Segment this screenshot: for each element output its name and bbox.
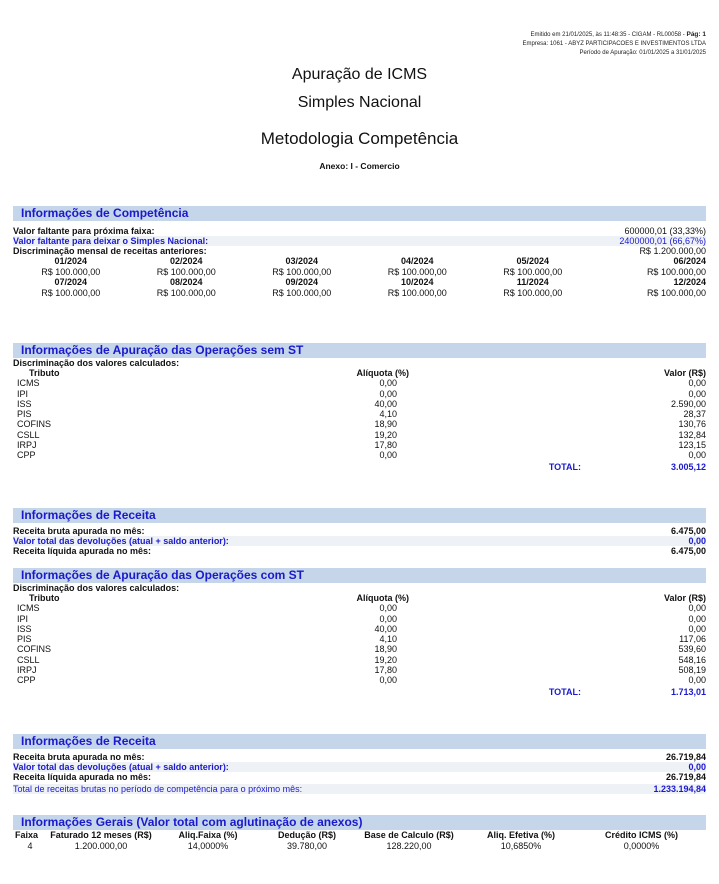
cell-tributo: IRPJ — [17, 440, 37, 451]
table-row — [13, 419, 706, 429]
col-valor: Valor (R$) — [663, 368, 706, 378]
cell-tributo: COFINS — [17, 644, 52, 655]
table-row — [13, 440, 706, 450]
cell-credito-icms: 0,0000% — [623, 841, 660, 851]
devolucoes-row — [13, 536, 706, 546]
section-gerais — [13, 815, 706, 852]
liquida-value: 26.719,84 — [665, 772, 706, 782]
table-row — [13, 614, 706, 624]
month-value: R$ 100.000,00 — [156, 288, 216, 298]
total-value: 1.713,01 — [670, 686, 706, 697]
period-info: Período de Apuração: 01/01/2025 a 31/01/2025 — [579, 50, 706, 56]
table-header — [13, 368, 706, 378]
cell-valor: 117,06 — [679, 634, 706, 645]
table-row — [13, 675, 706, 685]
gerais-table — [13, 830, 706, 852]
liquida-value: 6.475,00 — [670, 546, 706, 556]
section-sem-st — [13, 343, 706, 473]
col-valor: Valor (R$) — [663, 593, 706, 603]
month-value: R$ 100.000,00 — [646, 267, 706, 277]
report-annex: Anexo: I - Comercio — [319, 161, 400, 171]
months-grid — [13, 256, 706, 298]
cell-tributo: ISS — [17, 623, 32, 634]
col-aliq-faixa: Aliq.Faixa (%) — [178, 830, 238, 840]
tributos-table — [13, 593, 706, 698]
section-title: Informações de Apuração das Operações com ST — [13, 568, 706, 583]
cell-aliquota: 4,10 — [379, 634, 397, 645]
report-header-meta — [523, 30, 707, 58]
table-row — [13, 409, 706, 419]
tributos-table — [13, 368, 706, 473]
month-label: 01/2024 — [54, 256, 88, 266]
cell-tributo: ICMS — [17, 603, 40, 614]
cell-tributo: PIS — [17, 409, 32, 420]
month-value: R$ 100.000,00 — [41, 267, 101, 277]
devolucoes-value: 0,00 — [688, 536, 706, 546]
month-label: 05/2024 — [516, 256, 550, 266]
cell-valor: 2.590,00 — [670, 398, 706, 409]
faixa-value: 600000,01 (33,33%) — [624, 226, 706, 236]
section-title: Informações Gerais (Valor total com aglutinação de anexos) — [13, 815, 706, 830]
cell-aliquota: 4,10 — [379, 409, 397, 420]
discr-value: R$ 1.200.000,00 — [639, 246, 706, 256]
cell-faixa: 4 — [27, 841, 33, 851]
section-title: Informações de Receita — [13, 734, 706, 749]
total-label: TOTAL: — [548, 461, 581, 472]
table-row — [13, 603, 706, 613]
cell-valor: 0,00 — [688, 388, 706, 399]
cell-valor: 0,00 — [688, 623, 706, 634]
cell-tributo: CSLL — [17, 654, 40, 665]
table-row — [13, 450, 706, 460]
month-value: R$ 100.000,00 — [387, 267, 447, 277]
cell-aliq-efetiva: 10,6850% — [500, 841, 542, 851]
month-label: 11/2024 — [516, 277, 549, 287]
cell-valor: 0,00 — [688, 613, 706, 624]
cell-base-calculo: 128.220,00 — [386, 841, 432, 851]
month-label: 03/2024 — [285, 256, 319, 266]
table-row — [13, 644, 706, 654]
total-row — [13, 461, 706, 473]
month-label: 06/2024 — [673, 256, 706, 266]
discr-row — [13, 246, 706, 256]
col-faixa: Faixa — [15, 830, 39, 840]
cell-aliquota: 19,20 — [374, 429, 397, 440]
liquida-row — [13, 546, 706, 556]
cell-aliquota: 0,00 — [379, 675, 397, 686]
cell-tributo: CPP — [17, 675, 36, 686]
devolucoes-row — [13, 762, 706, 772]
report-methodology: Metodologia Competência — [260, 129, 459, 148]
month-label: 12/2024 — [673, 277, 706, 287]
cell-tributo: IPI — [17, 388, 29, 399]
total-spacer — [13, 461, 217, 473]
cell-aliquota: 0,00 — [379, 613, 397, 624]
faixa-row — [13, 226, 706, 236]
cell-aliquota: 40,00 — [374, 623, 397, 634]
cell-tributo: IPI — [17, 613, 29, 624]
cell-valor: 123,15 — [678, 440, 706, 451]
cell-tributo: ICMS — [17, 378, 40, 389]
section-competencia — [13, 206, 706, 298]
bruta-label: Receita bruta apurada no mês: — [13, 752, 145, 762]
col-deducao: Dedução (R$) — [277, 830, 336, 840]
emitted-info: Emitido em 21/01/2025, às 11:48:35 - CIGAM - RL00058 - — [530, 32, 685, 38]
cell-valor: 0,00 — [688, 603, 706, 614]
cell-valor: 539,60 — [678, 644, 706, 655]
page-number: Pág: 1 — [686, 31, 706, 38]
cell-valor: 508,19 — [678, 665, 706, 676]
discr-label: Discriminação mensal de receitas anteriores: — [13, 246, 207, 256]
col-base-calculo: Base de Calculo (R$) — [364, 830, 454, 840]
bruta-value: 26.719,84 — [665, 752, 706, 762]
bruta-value: 6.475,00 — [670, 526, 706, 536]
cell-aliquota: 19,20 — [374, 654, 397, 665]
devolucoes-value: 0,00 — [688, 762, 706, 772]
section-com-st — [13, 568, 706, 698]
col-aliq-efetiva: Aliq. Efetiva (%) — [486, 830, 555, 840]
table-row — [13, 430, 706, 440]
month-value: R$ 100.000,00 — [503, 267, 563, 277]
cell-deducao: 39.780,00 — [286, 841, 328, 851]
total-label: TOTAL: — [548, 686, 581, 697]
cell-aliquota: 0,00 — [379, 603, 397, 614]
cell-valor: 0,00 — [688, 675, 706, 686]
col-tributo: Tributo — [29, 593, 60, 603]
month-value: R$ 100.000,00 — [156, 267, 216, 277]
month-label: 04/2024 — [400, 256, 434, 266]
cell-aliquota: 17,80 — [374, 440, 397, 451]
bruta-label: Receita bruta apurada no mês: — [13, 526, 145, 536]
cell-aliquota: 0,00 — [379, 388, 397, 399]
cell-aliq-faixa: 14,0000% — [187, 841, 229, 851]
month-value: R$ 100.000,00 — [503, 288, 563, 298]
month-value: R$ 100.000,00 — [272, 288, 332, 298]
total-receitas-label: Total de receitas brutas no período de competência para o próximo mês: — [13, 784, 303, 794]
total-receitas-value: 1.233.194,84 — [653, 784, 706, 794]
bruta-row — [13, 526, 706, 536]
cell-valor: 548,16 — [678, 654, 706, 665]
cell-aliquota: 17,80 — [374, 665, 397, 676]
table-row — [13, 378, 706, 388]
month-label: 09/2024 — [285, 277, 319, 287]
cell-aliquota: 0,00 — [379, 378, 397, 389]
month-value: R$ 100.000,00 — [272, 267, 332, 277]
month-label: 07/2024 — [54, 277, 88, 287]
total-receitas-row — [13, 784, 706, 794]
section-receita-1 — [13, 508, 706, 556]
cell-valor: 132,84 — [678, 429, 706, 440]
cell-faturado: 1.200.000,00 — [74, 841, 128, 851]
cell-tributo: PIS — [17, 634, 32, 645]
table-row — [13, 655, 706, 665]
cell-tributo: IRPJ — [17, 665, 37, 676]
cell-valor: 28,37 — [683, 409, 706, 420]
table-row — [13, 665, 706, 675]
devolucoes-label: Valor total das devoluções (atual + saldo anterior): — [13, 762, 229, 772]
section-subtitle: Discriminação dos valores calculados: — [13, 583, 180, 593]
total-row — [13, 686, 706, 698]
col-tributo: Tributo — [29, 368, 60, 378]
cell-aliquota: 18,90 — [374, 644, 397, 655]
section-receita-2 — [13, 734, 706, 794]
month-label: 08/2024 — [169, 277, 203, 287]
faixa-label: Valor faltante para próxima faixa: — [13, 226, 155, 236]
table-row — [13, 634, 706, 644]
cell-tributo: COFINS — [17, 419, 52, 430]
cell-tributo: CSLL — [17, 429, 40, 440]
cell-tributo: ISS — [17, 398, 32, 409]
cell-valor: 0,00 — [688, 450, 706, 461]
cell-aliquota: 40,00 — [374, 398, 397, 409]
liquida-row — [13, 772, 706, 782]
total-spacer — [13, 686, 217, 698]
col-credito-icms: Crédito ICMS (%) — [605, 830, 678, 840]
col-aliquota: Alíquota (%) — [356, 368, 409, 378]
col-faturado: Faturado 12 meses (R$) — [50, 830, 152, 840]
table-row — [13, 389, 706, 399]
month-label: 10/2024 — [400, 277, 434, 287]
cell-valor: 0,00 — [688, 378, 706, 389]
simples-value: 2400000,01 (66,67%) — [619, 236, 706, 246]
devolucoes-label: Valor total das devoluções (atual + saldo anterior): — [13, 536, 229, 546]
month-value: R$ 100.000,00 — [646, 288, 706, 298]
month-label: 02/2024 — [169, 256, 203, 266]
section-title: Informações de Competência — [13, 206, 706, 221]
simples-label: Valor faltante para deixar o Simples Nacional: — [13, 236, 209, 246]
section-title: Informações de Apuração das Operações sem ST — [13, 343, 706, 358]
cell-aliquota: 0,00 — [379, 450, 397, 461]
table-row — [13, 624, 706, 634]
report-subtitle: Simples Nacional — [297, 94, 422, 111]
cell-tributo: CPP — [17, 450, 36, 461]
col-aliquota: Alíquota (%) — [356, 593, 409, 603]
report-title: Apuração de ICMS — [291, 66, 428, 83]
liquida-label: Receita líquida apurada no mês: — [13, 546, 152, 556]
month-value: R$ 100.000,00 — [41, 288, 101, 298]
cell-aliquota: 18,90 — [374, 419, 397, 430]
month-value: R$ 100.000,00 — [387, 288, 447, 298]
liquida-label: Receita líquida apurada no mês: — [13, 772, 152, 782]
table-header — [13, 593, 706, 603]
section-title: Informações de Receita — [13, 508, 706, 523]
table-row — [13, 399, 706, 409]
simples-row — [13, 236, 706, 246]
bruta-row — [13, 752, 706, 762]
company-info: Empresa: 1061 - ABYZ PARTICIPACOES E INVESTIMENTOS LTDA — [522, 41, 706, 47]
cell-valor: 130,76 — [678, 419, 706, 430]
total-value: 3.005,12 — [670, 461, 706, 472]
section-subtitle: Discriminação dos valores calculados: — [13, 358, 180, 368]
